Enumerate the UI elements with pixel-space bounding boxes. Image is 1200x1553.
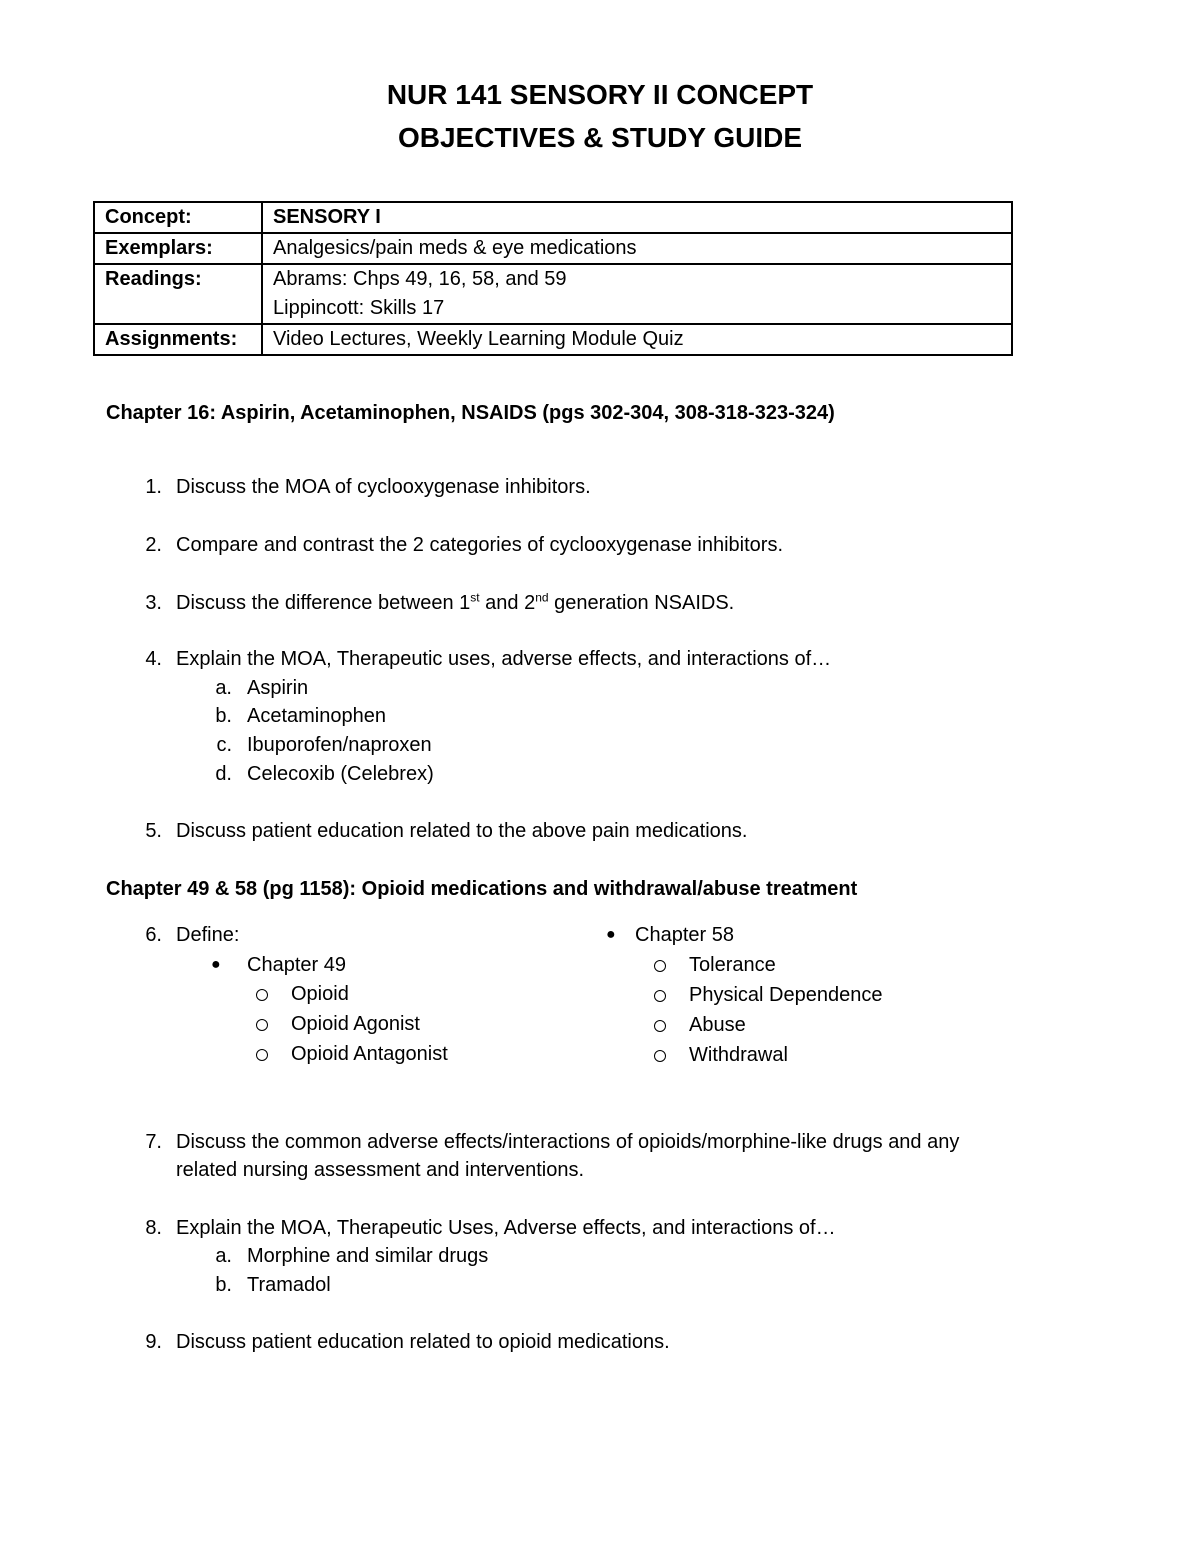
readings-label: Readings: <box>94 264 262 324</box>
q4-sub-item: Acetaminophen <box>247 705 386 727</box>
concept-info-table <box>93 201 1013 356</box>
circle-bullet-icon <box>654 990 666 1002</box>
chapter58-term: Tolerance <box>689 954 776 976</box>
q1-text: Discuss the MOA of cyclooxygenase inhibitors. <box>176 476 591 498</box>
q3-text-part1: Discuss the difference between 1 <box>176 592 471 614</box>
table-row-readings <box>94 264 1012 324</box>
q4-sub-item: Celecoxib (Celebrex) <box>247 763 434 785</box>
table-row-exemplars <box>94 233 1012 264</box>
q2-text: Compare and contrast the 2 categories of cyclooxygenase inhibitors. <box>176 534 784 556</box>
q7-number: 7. <box>145 1131 162 1153</box>
q3-superscript-nd: nd <box>535 590 549 605</box>
chapter58-term: Withdrawal <box>689 1044 788 1066</box>
concept-value-text: SENSORY I <box>273 206 381 228</box>
circle-bullet-icon <box>654 1050 666 1062</box>
q8-sub-item: Tramadol <box>247 1274 331 1296</box>
q3-text <box>176 589 734 617</box>
q3-text-part3: generation NSAIDS. <box>548 592 735 614</box>
document-title-line2: OBJECTIVES & STUDY GUIDE <box>397 122 802 153</box>
readings-value-line2: Lippincott: Skills 17 <box>273 297 445 319</box>
q8-sub-letter: a. <box>215 1245 232 1267</box>
concept-value <box>262 202 1012 233</box>
readings-value-line1: Abrams: Chps 49, 16, 58, and 59 <box>273 268 567 290</box>
q8-text: Explain the MOA, Therapeutic Uses, Adverse effects, and interactions of… <box>176 1217 836 1239</box>
q4-text: Explain the MOA, Therapeutic uses, adverse effects, and interactions of… <box>176 648 832 670</box>
circle-bullet-icon <box>256 1049 268 1061</box>
chapter49-term: Opioid Antagonist <box>291 1043 448 1065</box>
assignments-value: Video Lectures, Weekly Learning Module Quiz <box>262 324 1012 355</box>
table-row-assignments <box>94 324 1012 355</box>
q8-sub-item: Morphine and similar drugs <box>247 1245 489 1267</box>
q4-sub-item: Aspirin <box>247 677 309 699</box>
table-row-concept <box>94 202 1012 233</box>
q7-text-line2: related nursing assessment and interventions. <box>176 1159 585 1181</box>
q6-text: Define: <box>176 924 240 946</box>
q1-number: 1. <box>145 476 162 498</box>
bullet-icon: ● <box>211 956 221 973</box>
q3-superscript-st: st <box>470 590 480 605</box>
exemplars-label: Exemplars: <box>94 233 262 264</box>
q9-text: Discuss patient education related to opioid medications. <box>176 1331 670 1353</box>
exemplars-value: Analgesics/pain meds & eye medications <box>262 233 1012 264</box>
q3-number: 3. <box>145 592 162 614</box>
q8-number: 8. <box>145 1217 162 1239</box>
assignments-label: Assignments: <box>94 324 262 355</box>
bullet-icon: ● <box>606 926 616 943</box>
chapter49-term: Opioid Agonist <box>291 1013 420 1035</box>
readings-value <box>262 264 1012 324</box>
q5-number: 5. <box>145 820 162 842</box>
q9-number: 9. <box>145 1331 162 1353</box>
chapter49-term: Opioid <box>291 983 349 1005</box>
chapter49-heading: Chapter 49 & 58 (pg 1158): Opioid medications and withdrawal/abuse treatment <box>106 878 858 900</box>
chapter49-label: Chapter 49 <box>247 954 346 976</box>
q3-text-part2: and 2 <box>479 592 536 614</box>
document-title-line1: NUR 141 SENSORY II CONCEPT <box>386 79 814 110</box>
concept-label: Concept: <box>94 202 262 233</box>
chapter58-label: Chapter 58 <box>635 924 734 946</box>
q4-sub-letter: b. <box>215 705 232 727</box>
q4-sub-letter: d. <box>215 763 232 785</box>
q6-number: 6. <box>145 924 162 946</box>
chapter58-term: Abuse <box>689 1014 746 1036</box>
circle-bullet-icon <box>256 1019 268 1031</box>
q2-number: 2. <box>145 534 162 556</box>
chapter58-term: Physical Dependence <box>689 984 883 1006</box>
q8-sub-letter: b. <box>215 1274 232 1296</box>
circle-bullet-icon <box>256 989 268 1001</box>
q4-sub-letter: c. <box>216 734 232 756</box>
q4-number: 4. <box>145 648 162 670</box>
chapter16-heading: Chapter 16: Aspirin, Acetaminophen, NSAIDS (pgs 302-304, 308-318-323-324) <box>106 402 835 424</box>
q7-text-line1: Discuss the common adverse effects/interactions of opioids/morphine-like drugs and any <box>176 1131 960 1153</box>
q5-text: Discuss patient education related to the above pain medications. <box>176 820 748 842</box>
circle-bullet-icon <box>654 1020 666 1032</box>
circle-bullet-icon <box>654 960 666 972</box>
q4-sub-letter: a. <box>215 677 232 699</box>
q4-sub-item: Ibuporofen/naproxen <box>247 734 432 756</box>
